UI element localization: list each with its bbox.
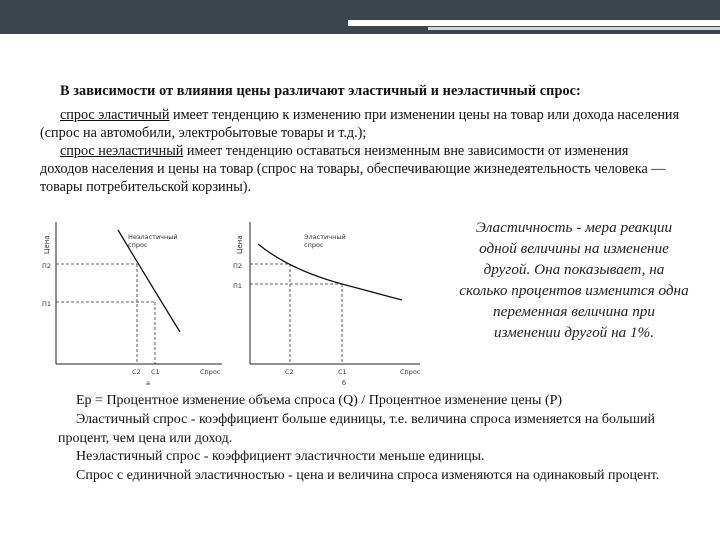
curve-label-line2: спрос [128,241,148,249]
title-bar-accent [348,20,720,26]
caption: а [146,379,150,387]
page-heading: В зависимости от влияния цены различают эластичный и неэластичный спрос: [60,83,581,99]
inelastic-demand-graph [40,214,230,392]
elastic-term: спрос эластичный [60,107,170,123]
x-axis-label: Спрос [200,368,221,376]
p2-label: П2 [233,262,243,270]
y-axis-label: Цена [43,235,51,254]
p2-label: П2 [42,262,52,270]
inelastic-text: имеет тенденцию оставаться неизменным вне зависимости от изменения доходов населения и цены на товар (спрос на товары, обеспечивающие жизнедеятельность человека — товары потребительской корзины). [40,143,666,195]
c1-label: C1 [151,368,160,376]
c2-label: C2 [132,368,141,376]
curve-label-line1: Эластичный [304,233,346,241]
curve-label-line2: спрос [304,241,324,249]
elastic-demand-graph [230,214,430,392]
caption: б [342,379,347,387]
elastic-text: имеет тенденцию к изменению при изменении цены на товар или дохода населения (спрос на автомобили, электробытовые товары и т.д.); [40,107,680,141]
c2-label: C2 [285,368,294,376]
elastic-curve [258,244,402,300]
c1-label: C1 [338,368,347,376]
curve-label-line1: Неэластичный [128,233,178,241]
main-text [40,82,680,196]
formula-line: Ер = Процентное изменение объема спроса (Q) / Процентное изменение цены (Р) [76,393,563,408]
title-bar-accent-line [428,27,720,30]
unit-elasticity-line: Спрос с единичной эластичностью - цена и величина спроса изменяются на одинаковый процент. [76,468,660,484]
inelastic-coefficient-line: Неэластичный спрос - коэффициент эластичности меньше единицы. [76,449,485,465]
inelastic-term: спрос неэластичный [60,143,184,159]
elastic-coefficient-line: Эластичный спрос - коэффициент больше единицы, т.е. величина спроса изменяется на больший процент, чем цена или доход. [58,411,655,446]
p1-label: П1 [233,282,243,290]
p1-label: П1 [42,300,52,308]
bottom-text [58,392,698,486]
inelastic-definition [40,142,680,196]
elastic-definition [40,106,680,142]
x-axis-label: Спрос [400,368,421,376]
elasticity-note: Эластичность - мера реакции одной величины на изменение другой. Она показывает, на сколько процентов изменится одна переменная величина при изменении другой на 1%. [459,219,689,341]
y-axis-label: Цена [236,235,244,254]
